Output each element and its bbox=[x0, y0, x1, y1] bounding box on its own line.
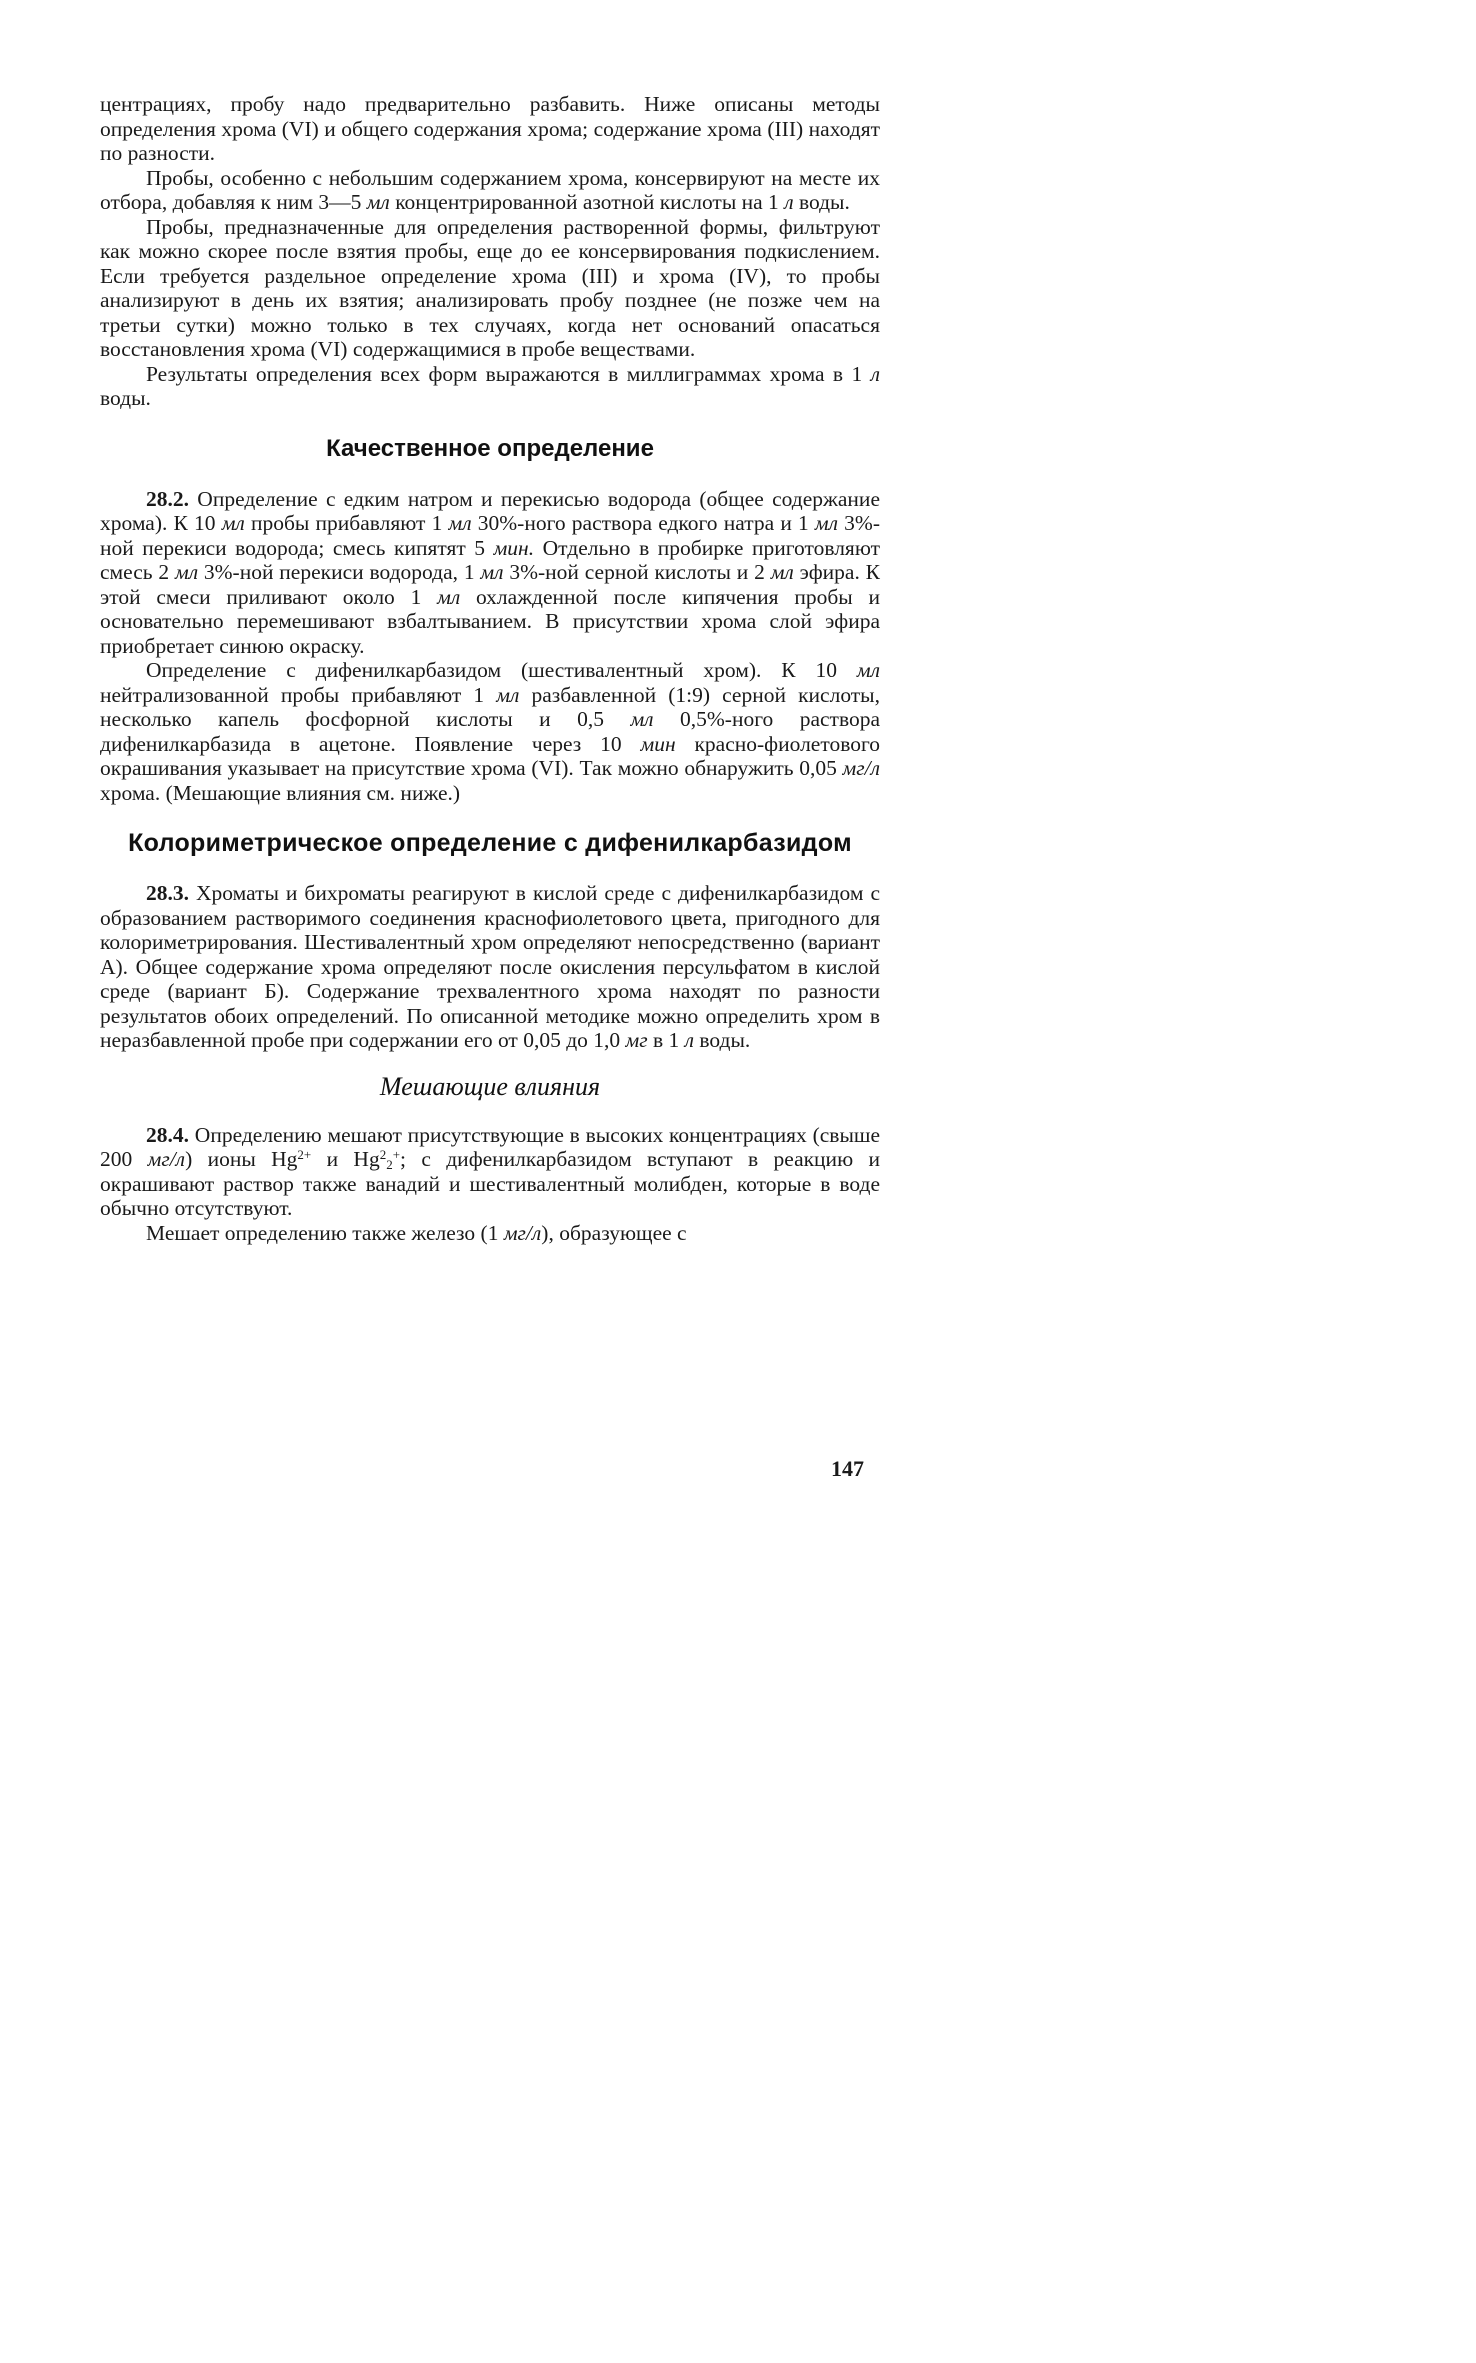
page-body bbox=[100, 92, 880, 1245]
intro-paragraph-1: центрациях, пробу надо предварительно разбавить. Ниже описаны методы определения хрома (VI) и общего содержания хрома; содержание хрома (III) находят по разности. bbox=[100, 92, 880, 165]
intro-paragraph-2: Пробы, особенно с небольшим содержанием хрома, консервируют на месте их отбора, добавляя к ним 3—5 мл концентрированной азотной кислоты на 1 л воды. bbox=[100, 165, 880, 214]
paragraph-28-4: 28.4. Определению мешают присутствующие в высоких концентрациях (свыше 200 мг/л) ионы $Hg^{2+}$ и $Hg^2_2^+$; с дифенилкарбазидом вступают в реакцию и окрашивают раствор также ванадий и шестивалентный молибден, которые в воде обычно отсутствуют. bbox=[100, 1122, 880, 1220]
unit: л bbox=[784, 190, 794, 214]
paragraph-number: 28.4. bbox=[146, 1122, 189, 1147]
section-heading-qualitative: Качественное определение bbox=[326, 434, 654, 462]
page-number: 147 bbox=[831, 1456, 864, 1481]
paragraph-diphenylcarbazide-qualitative: Определение с дифенилкарбазидом (шестивалентный хром). К 10 мл нейтрализованной пробы прибавляют 1 мл разбавленной (1:9) серной кислоты, несколько капель фосфорной кислоты и 0,5 мл 0,5%-ного раствора дифенилкарбазида в ацетоне. Появление через 10 мин красно-фиолетового окрашивания указывает на присутствие хрома (VI). Так можно обнаружить 0,05 мг/л хрома. (Мешающие влияния см. ниже.) bbox=[100, 658, 880, 805]
paragraph-iron-interference: Мешает определению также железо (1 мг/л), образующее с bbox=[146, 1220, 687, 1245]
unit: л bbox=[870, 361, 880, 386]
subsection-heading-interferences: Мешающие влияния bbox=[379, 1071, 601, 1101]
section-heading-colorimetric: Колориметрическое определение с дифенилкарбазидом bbox=[128, 829, 852, 857]
unit: мл bbox=[366, 190, 390, 214]
intro-paragraph-4: Результаты определения всех форм выражаются в миллиграммах хрома в 1 л воды. bbox=[100, 361, 880, 410]
intro-paragraph-3: Пробы, предназначенные для определения растворенной формы, фильтруют как можно скорее после взятия пробы, еще до ее консервирования подкислением. Если требуется раздельное определение хрома (III) и хрома (IV), то пробы анализируют в день их взятия; анализировать пробу позднее (не позже чем на третьи сутки) можно только в тех случаях, когда нет оснований опасаться восстановления хрома (VI) содержащимися в пробе веществами. bbox=[100, 214, 880, 361]
paragraph-number: 28.2. bbox=[146, 486, 189, 511]
paragraph-28-2: 28.2. Определение с едким натром и перекисью водорода (общее содержание хрома). К 10 мл пробы прибавляют 1 мл 30%-ного раствора едкого натра и 1 мл 3%-ной перекиси водорода; смесь кипятят 5 мин. Отдельно в пробирке приготовляют смесь 2 мл 3%-ной перекиси водорода, 1 мл 3%-ной серной кислоты и 2 мл эфира. К этой смеси приливают около 1 мл охлажденной после кипячения пробы и основательно перемешивают взбалтыванием. В присутствии хрома слой эфира приобретает синюю окраску. bbox=[100, 486, 881, 658]
paragraph-number: 28.3. bbox=[146, 881, 189, 905]
paragraph-28-3: 28.3. Хроматы и бихроматы реагируют в кислой среде с дифенилкарбазидом с образованием растворимого соединения краснофиолетового цвета, пригодного для колориметрирования. Шестивалентный хром определяют непосредственно (вариант А). Общее содержание хрома определяют после окисления персульфатом в кислой среде (вариант Б). Содержание трехвалентного хрома находят по разности результатов обоих определений. По описанной методике можно определить хром в неразбавленной пробе при содержании его от 0,05 до 1,0 мг в 1 л воды. bbox=[100, 881, 880, 1052]
